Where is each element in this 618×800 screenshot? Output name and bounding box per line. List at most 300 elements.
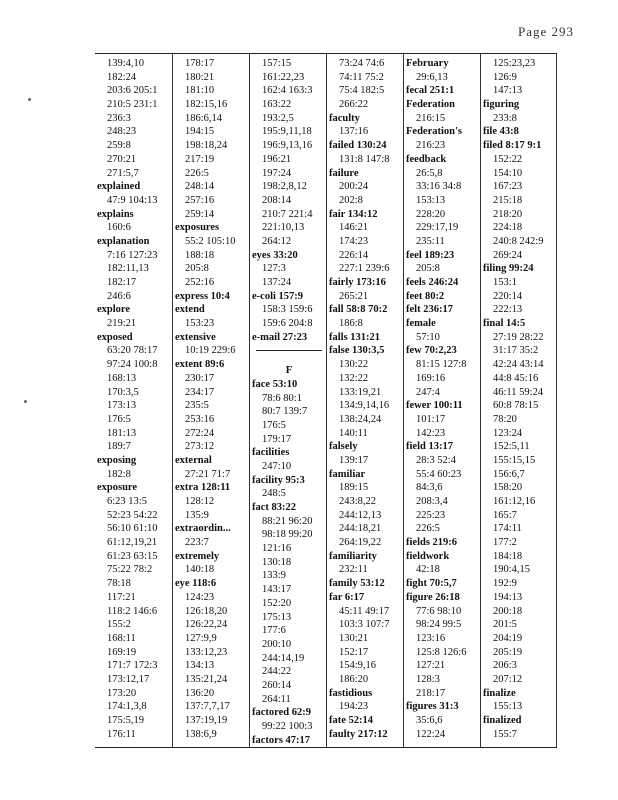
index-reference: 161:12,16: [493, 496, 536, 507]
index-term: exposures: [175, 222, 220, 234]
index-reference: 205:8: [416, 263, 440, 275]
index-reference: 60:8 78:15: [493, 400, 539, 412]
index-reference: 31:17 35:2: [493, 345, 539, 357]
index-term: fastidious: [329, 687, 373, 699]
index-reference: 224:18: [493, 222, 523, 234]
index-reference: 200:18: [493, 605, 523, 617]
index-reference: 52:23 54:22: [107, 509, 158, 521]
index-term: filing 99:24: [483, 263, 534, 275]
index-reference: 168:13: [107, 372, 137, 384]
index-reference: 244:18,21: [339, 523, 382, 535]
index-reference: 227:1 239:6: [339, 263, 390, 275]
index-term: family 53:12: [329, 578, 385, 590]
index-reference: 153:13: [416, 194, 446, 206]
index-reference: 169:19: [107, 646, 137, 658]
index-reference: 42:18: [416, 564, 440, 576]
index-term: filed 8:17 9:1: [483, 140, 542, 152]
index-reference: 194:15: [185, 126, 215, 138]
index-reference: 26:5,8: [416, 167, 443, 179]
index-reference: 200:10: [262, 638, 292, 650]
index-reference: 56:10 61:10: [107, 523, 158, 535]
index-reference: 247:10: [262, 460, 292, 472]
index-reference: 168:11: [107, 632, 136, 644]
index-term: false 130:3,5: [329, 345, 385, 357]
index-reference: 198:18,24: [185, 140, 228, 152]
index-reference: 158:20: [493, 482, 523, 494]
index-reference: 117:21: [107, 591, 136, 603]
index-reference: 97:24 100:8: [107, 359, 158, 371]
scan-speck: [24, 400, 27, 403]
index-reference: 195:9,11,18: [262, 126, 312, 138]
index-reference: 235:11: [416, 235, 445, 247]
index-reference: 207:12: [493, 673, 523, 685]
index-term: female: [406, 318, 436, 330]
index-reference: 193:2,5: [262, 112, 294, 124]
index-term: extra 128:11: [175, 482, 231, 494]
index-reference: 154:10: [493, 167, 523, 179]
index-term: facilities: [252, 447, 290, 459]
index-reference: 55:2 105:10: [185, 235, 236, 247]
index-reference: 264:19,22: [339, 537, 382, 549]
index-term: fieldwork: [406, 550, 450, 562]
index-reference: 33:16 34:8: [416, 181, 462, 193]
index-reference: 176:11: [107, 728, 136, 740]
index-reference: 190:4,15: [493, 564, 531, 576]
index-reference: 271:5,7: [107, 167, 139, 179]
index-reference: 127:21: [416, 660, 446, 672]
section-letter: F: [285, 365, 293, 377]
index-term: explains: [97, 208, 134, 220]
index-reference: 221:10,13: [262, 222, 305, 234]
index-reference: 143:17: [262, 584, 292, 596]
index-reference: 127:9,9: [185, 632, 217, 644]
index-reference: 194:23: [339, 701, 369, 713]
index-reference: 146:21: [339, 222, 369, 234]
index-reference: 122:24: [416, 728, 446, 740]
index-reference: 128:12: [185, 496, 215, 507]
index-reference: 99:22 100:3: [262, 721, 313, 732]
index-reference: 216:15: [416, 112, 446, 124]
index-reference: 133:9: [262, 570, 286, 582]
index-term: fields 219:6: [406, 537, 458, 549]
index-reference: 140:18: [185, 564, 215, 576]
index-term: falsely: [329, 441, 358, 453]
index-reference: 244:12,13: [339, 509, 382, 521]
page-number: Page 293: [517, 24, 574, 39]
index-term: facility 95:3: [252, 474, 305, 486]
index-term: feel 189:23: [406, 249, 455, 261]
index-reference: 126:22,24: [185, 619, 228, 631]
scan-speck: [28, 98, 31, 101]
index-term: figure 26:18: [406, 591, 460, 603]
index-reference: 132:22: [339, 372, 369, 384]
index-reference: 180:21: [185, 71, 215, 83]
index-reference: 124:23: [185, 591, 215, 603]
index-reference: 103:3 107:7: [339, 619, 390, 631]
index-reference: 136:20: [185, 687, 215, 699]
index-reference: 42:24 43:14: [493, 359, 544, 371]
index-column: [95, 54, 172, 747]
index-reference: 78:6 80:1: [262, 392, 302, 404]
index-reference: 127:3: [262, 263, 286, 275]
index-reference: 47:9 104:13: [107, 194, 158, 206]
index-reference: 229:17,19: [416, 222, 459, 234]
index-reference: 236:3: [107, 112, 131, 124]
index-reference: 179:17: [262, 433, 292, 445]
index-reference: 155:15,15: [493, 454, 536, 466]
index-reference: 186:6,14: [185, 112, 223, 124]
index-reference: 205:19: [493, 646, 523, 658]
index-reference: 98:18 99:20: [262, 529, 313, 541]
index-reference: 175:5,19: [107, 715, 145, 726]
index-reference: 188:18: [185, 249, 215, 261]
index-reference: 223:7: [185, 537, 209, 549]
index-reference: 225:23: [416, 509, 446, 521]
index-term: extensive: [175, 331, 216, 343]
index-reference: 152:20: [262, 597, 292, 609]
index-column: [172, 54, 249, 747]
index-reference: 203:6 205:1: [107, 85, 158, 97]
index-reference: 133:19,21: [339, 386, 382, 398]
index-term: final 14:5: [483, 318, 526, 330]
index-reference: 226:14: [339, 249, 369, 261]
index-reference: 189:7: [107, 441, 131, 453]
index-reference: 176:5: [107, 413, 131, 425]
index-reference: 80:7 139:7: [262, 406, 308, 418]
index-reference: 205:8: [185, 263, 209, 275]
index-reference: 219:21: [107, 318, 137, 330]
index-reference: 244:14,19: [262, 652, 305, 664]
index-reference: 55:4 60:23: [416, 468, 462, 480]
index-reference: 156:6,7: [493, 468, 525, 480]
index-reference: 198:2,8,12: [262, 181, 307, 193]
index-term: e-mail 27:23: [252, 331, 308, 343]
index-reference: 101:17: [416, 413, 446, 425]
index-reference: 182:17: [107, 277, 137, 288]
index-reference: 253:16: [185, 413, 215, 425]
index-reference: 248:5: [262, 488, 286, 500]
index-reference: 134:9,14,16: [339, 400, 390, 412]
index-table: [95, 53, 557, 748]
index-reference: 154:9,16: [339, 660, 377, 672]
index-reference: 81:15 127:8: [416, 359, 467, 371]
index-reference: 182:8: [107, 468, 131, 480]
index-reference: 232:11: [339, 564, 368, 576]
index-reference: 234:17: [185, 386, 215, 398]
index-reference: 137:16: [339, 126, 369, 138]
index-term: failed 130:24: [329, 140, 387, 152]
index-reference: 125:8 126:6: [416, 646, 467, 658]
index-reference: 181:10: [185, 85, 215, 97]
index-reference: 273:12: [185, 441, 215, 453]
index-reference: 138:6,9: [185, 728, 217, 740]
index-reference: 218:17: [416, 687, 446, 699]
index-reference: 226:5: [185, 167, 209, 179]
index-reference: 88:21 96:20: [262, 515, 313, 527]
index-reference: 201:5: [493, 619, 517, 631]
index-reference: 84:3,6: [416, 482, 443, 494]
index-reference: 217:19: [185, 153, 215, 165]
index-reference: 194:13: [493, 591, 523, 603]
index-term: field 13:17: [406, 441, 453, 453]
index-reference: 75:22 78:2: [107, 564, 153, 576]
index-term: Federation's: [406, 126, 462, 138]
index-reference: 134:13: [185, 660, 215, 672]
index-reference: 186:8: [339, 318, 363, 330]
index-term: extent 89:6: [175, 359, 225, 371]
index-term: factors 47:17: [252, 734, 311, 746]
index-reference: 170:3,5: [107, 386, 139, 398]
index-reference: 182:15,16: [185, 99, 228, 111]
index-reference: 226:5: [416, 523, 440, 535]
index-reference: 126:18,20: [185, 605, 228, 617]
index-column: [403, 54, 480, 747]
index-term: finalize: [483, 687, 516, 699]
index-reference: 137:19,19: [185, 715, 228, 726]
index-reference: 128:3: [416, 673, 440, 685]
index-reference: 74:11 75:2: [339, 71, 384, 83]
index-term: fate 52:14: [329, 715, 374, 726]
index-term: fewer 100:11: [406, 400, 463, 412]
index-reference: 192:9: [493, 578, 517, 590]
index-reference: 152:17: [339, 646, 369, 658]
index-reference: 126:9: [493, 71, 517, 83]
index-reference: 220:14: [493, 290, 523, 302]
index-reference: 137:24: [262, 277, 292, 288]
index-reference: 208:14: [262, 194, 292, 206]
index-reference: 173:12,17: [107, 673, 150, 685]
index-reference: 167:23: [493, 181, 523, 193]
index-term: falls 131:21: [329, 331, 381, 343]
index-term: finalized: [483, 715, 522, 726]
index-reference: 27:21 71:7: [185, 468, 231, 480]
index-term: e-coli 157:9: [252, 290, 304, 302]
index-reference: 202:8: [339, 194, 363, 206]
index-reference: 118:2 146:6: [107, 605, 158, 617]
index-reference: 189:15: [339, 482, 369, 494]
index-term: fall 58:8 70:2: [329, 304, 388, 316]
index-reference: 269:24: [493, 249, 523, 261]
index-reference: 155:13: [493, 701, 523, 713]
index-reference: 196:21: [262, 153, 292, 165]
index-term: explained: [97, 181, 141, 193]
index-reference: 257:16: [185, 194, 215, 206]
index-term: failure: [329, 167, 359, 179]
index-term: file 43:8: [483, 126, 519, 138]
index-term: fecal 251:1: [406, 85, 455, 97]
index-term: feedback: [406, 153, 447, 165]
index-reference: 139:17: [339, 454, 369, 466]
index-reference: 153:1: [493, 277, 517, 288]
index-reference: 155:2: [107, 619, 131, 631]
index-reference: 63:20 78:17: [107, 345, 158, 357]
index-reference: 75:4 182:5: [339, 85, 385, 97]
index-reference: 208:3,4: [416, 496, 448, 507]
index-reference: 178:17: [185, 58, 215, 69]
index-term: exposed: [97, 331, 133, 343]
index-reference: 182:24: [107, 71, 137, 83]
index-reference: 235:5: [185, 400, 209, 412]
index-term: explore: [97, 304, 131, 316]
index-term: faulty 217:12: [329, 728, 388, 740]
index-term: extremely: [175, 550, 220, 562]
index-reference: 121:16: [262, 543, 292, 555]
index-reference: 177:6: [262, 625, 286, 637]
index-reference: 163:22: [262, 99, 292, 111]
index-reference: 264:11: [262, 693, 291, 705]
index-reference: 27:19 28:22: [493, 331, 544, 343]
index-term: Federation: [406, 99, 455, 111]
index-term: exposure: [97, 482, 138, 494]
index-reference: 147:13: [493, 85, 523, 97]
index-reference: 77:6 98:10: [416, 605, 462, 617]
section-divider: [252, 350, 326, 364]
index-reference: 123:16: [416, 632, 446, 644]
index-reference: 171:7 172:3: [107, 660, 158, 672]
index-reference: 272:24: [185, 427, 215, 439]
index-reference: 152:5,11: [493, 441, 530, 453]
index-reference: 197:24: [262, 167, 292, 179]
index-reference: 138:24,24: [339, 413, 382, 425]
index-reference: 161:22,23: [262, 71, 305, 83]
index-reference: 130:22: [339, 359, 369, 371]
index-reference: 206:3: [493, 660, 517, 672]
index-reference: 159:6 204:8: [262, 318, 313, 330]
index-reference: 140:11: [339, 427, 368, 439]
index-reference: 135:9: [185, 509, 209, 521]
index-reference: 78:20: [493, 413, 517, 425]
index-term: eyes 33:20: [252, 249, 298, 261]
index-reference: 46:11 59:24: [493, 386, 544, 398]
index-reference: 29:6,13: [416, 71, 448, 83]
index-reference: 155:7: [493, 728, 517, 740]
index-reference: 210:5 231:1: [107, 99, 158, 111]
index-term: familiar: [329, 468, 366, 480]
index-reference: 174:1,3,8: [107, 701, 147, 713]
index-reference: 259:14: [185, 208, 215, 220]
index-reference: 153:23: [185, 318, 215, 330]
index-reference: 265:21: [339, 290, 369, 302]
index-term: extraordin...: [175, 523, 231, 535]
index-reference: 182:11,13: [107, 263, 149, 275]
index-reference: 184:18: [493, 550, 523, 562]
index-term: February: [406, 58, 449, 69]
index-reference: 61:23 63:15: [107, 550, 158, 562]
index-reference: 216:23: [416, 140, 446, 152]
index-reference: 73:24 74:6: [339, 58, 385, 69]
index-term: eye 118:6: [175, 578, 217, 590]
index-reference: 244:22: [262, 666, 292, 678]
index-reference: 177:2: [493, 537, 517, 549]
index-term: far 6:17: [329, 591, 365, 603]
index-reference: 196:9,13,16: [262, 140, 313, 152]
index-term: felt 236:17: [406, 304, 453, 316]
index-term: few 70:2,23: [406, 345, 457, 357]
index-reference: 176:5: [262, 419, 286, 431]
index-reference: 264:12: [262, 235, 292, 247]
index-term: feels 246:24: [406, 277, 459, 288]
index-reference: 175:13: [262, 611, 292, 623]
index-column: [480, 54, 557, 747]
index-term: exposing: [97, 454, 137, 466]
index-reference: 210:7 221:4: [262, 208, 313, 220]
index-reference: 174:11: [493, 523, 522, 535]
index-reference: 204:19: [493, 632, 523, 644]
index-reference: 186:20: [339, 673, 369, 685]
index-reference: 123:24: [493, 427, 523, 439]
index-reference: 270:21: [107, 153, 137, 165]
index-term: fair 134:12: [329, 208, 378, 220]
index-reference: 252:16: [185, 277, 215, 288]
index-term: fairly 173:16: [329, 277, 386, 288]
index-reference: 230:17: [185, 372, 215, 384]
index-reference: 35:6,6: [416, 715, 443, 726]
index-reference: 6:23 13:5: [107, 496, 147, 507]
index-reference: 246:6: [107, 290, 131, 302]
index-term: figures 31:3: [406, 701, 459, 713]
index-column: [249, 54, 326, 747]
index-reference: 174:23: [339, 235, 369, 247]
index-reference: 157:15: [262, 58, 292, 69]
index-column: [326, 54, 403, 747]
index-term: face 53:10: [252, 378, 298, 390]
index-reference: 260:14: [262, 679, 292, 691]
index-reference: 248:23: [107, 126, 137, 138]
index-reference: 45:11 49:17: [339, 605, 390, 617]
index-reference: 98:24 99:5: [416, 619, 462, 631]
index-reference: 233:8: [493, 112, 517, 124]
index-reference: 165:7: [493, 509, 517, 521]
index-term: external: [175, 454, 212, 466]
index-term: faculty: [329, 112, 360, 124]
index-term: fight 70:5,7: [406, 578, 457, 590]
index-reference: 44:8 45:16: [493, 372, 539, 384]
index-reference: 173:20: [107, 687, 137, 699]
index-reference: 158:3 159:6: [262, 304, 313, 316]
index-reference: 181:13: [107, 427, 137, 439]
index-term: explanation: [97, 235, 150, 247]
index-term: figuring: [483, 99, 520, 111]
index-reference: 259:8: [107, 140, 131, 152]
index-reference: 10:19 229:6: [185, 345, 236, 357]
index-reference: 215:18: [493, 194, 523, 206]
index-reference: 61:12,19,21: [107, 537, 158, 549]
index-reference: 57:10: [416, 331, 440, 343]
index-reference: 137:7,7,17: [185, 701, 230, 713]
index-term: familiarity: [329, 550, 377, 562]
index-reference: 169:16: [416, 372, 446, 384]
index-term: express 10:4: [175, 290, 230, 302]
index-term: factored 62:9: [252, 707, 311, 719]
index-reference: 130:21: [339, 632, 369, 644]
index-reference: 130:18: [262, 556, 292, 568]
index-reference: 162:4 163:3: [262, 85, 313, 97]
index-reference: 222:13: [493, 304, 523, 316]
index-reference: 135:21,24: [185, 673, 228, 685]
index-reference: 125:23,23: [493, 58, 536, 69]
index-reference: 218:20: [493, 208, 523, 220]
index-reference: 240:8 242:9: [493, 235, 544, 247]
index-reference: 160:6: [107, 222, 131, 234]
index-reference: 133:12,23: [185, 646, 228, 658]
index-reference: 152:22: [493, 153, 523, 165]
index-reference: 228:20: [416, 208, 446, 220]
index-term: extend: [175, 304, 205, 316]
index-reference: 139:4,10: [107, 58, 145, 69]
index-reference: 173:13: [107, 400, 137, 412]
index-reference: 248:14: [185, 181, 215, 193]
index-reference: 7:16 127:23: [107, 249, 158, 261]
